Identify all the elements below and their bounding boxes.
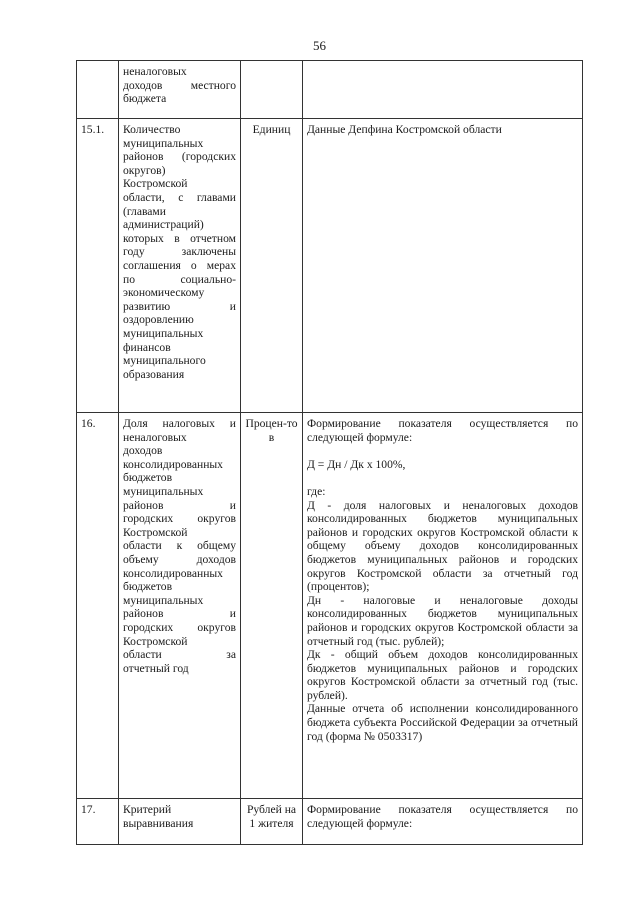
definition: Д - доля налоговых и неналоговых доходов консолидированных бюджетов муниципальных районов и городских округов Костромской области к общему объему доходов консолидированных бюджетов муниципальных районов и городских округов Костромской области за отчетный год (процентов);: [307, 498, 578, 594]
formula: Д = Дн / Дк x 100%,: [307, 457, 406, 471]
definition: Дк - общий объем доходов консолидированных бюджетов муниципальных районов и городских округов Костромской области за отчетный год (тыс. рублей).: [307, 648, 578, 702]
method-intro: Формирование показателя осуществляется по следующей формуле:: [307, 803, 578, 830]
row-number: [77, 61, 119, 119]
unit-of-measure: Рублей на 1 жителя: [241, 799, 303, 845]
where-label: где:: [307, 484, 326, 498]
indicators-table: [76, 60, 583, 845]
table-row: [77, 799, 583, 845]
row-number: 16.: [77, 413, 119, 799]
unit-of-measure: [241, 61, 303, 119]
table-row: [77, 413, 583, 799]
indicator-name: Количество муниципальных районов (городских округов) Костромской области, с главами (главами администраций) которых в отчетном году заключены соглашения о мерах по социально- экономическому развитию и оздоровлению муниципальных финансов муниципального образования: [119, 119, 241, 413]
indicator-name: Критерий выравнивания: [119, 799, 241, 845]
table-row: [77, 119, 583, 413]
calculation-method: [303, 799, 583, 845]
indicator-name: неналоговых доходов местного бюджета: [119, 61, 241, 119]
unit-of-measure: Единиц: [241, 119, 303, 413]
method-intro: Формирование показателя осуществляется по следующей формуле:: [307, 417, 578, 444]
calculation-method: [303, 61, 583, 119]
indicator-name: Доля налоговых и неналоговых доходов консолидированных бюджетов муниципальных районов и городских округов Костромской области к общему объему доходов консолидированных бюджетов муниципальных районов и городских округов Костромской области за отчетный год: [119, 413, 241, 799]
row-number: 17.: [77, 799, 119, 845]
calculation-method: Данные Депфина Костромской области: [303, 119, 583, 413]
definition: Дн - налоговые и неналоговые доходы консолидированных бюджетов муниципальных районов и городских округов Костромской области за отчетный год (тыс. рублей);: [307, 593, 578, 648]
unit-of-measure: Процен-тов: [241, 413, 303, 799]
calculation-method: [303, 413, 583, 799]
row-number: 15.1.: [77, 119, 119, 413]
page-number: 56: [313, 38, 326, 53]
table-row: [77, 61, 583, 119]
source-note: Данные отчета об исполнении консолидированного бюджета субъекта Российской Федерации за отчетный год (форма № 0503317): [307, 702, 578, 743]
